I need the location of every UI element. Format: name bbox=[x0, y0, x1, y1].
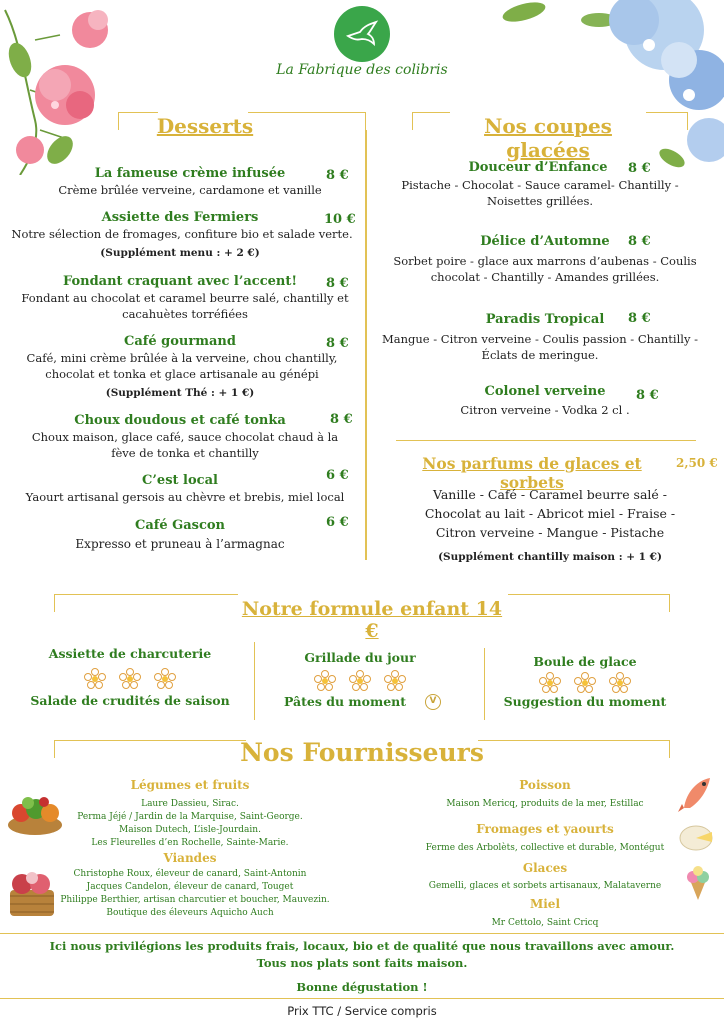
enfant-divider-2 bbox=[484, 648, 485, 720]
coupe-price: 8 € bbox=[628, 234, 651, 249]
supplier-line: Maison Dutech, L’isle-Jourdain. bbox=[119, 825, 261, 835]
supplier-line: Christophe Roux, éleveur de canard, Saint-Antonin bbox=[73, 869, 307, 879]
daisy-icon bbox=[574, 672, 596, 694]
dessert-price: 10 € bbox=[324, 212, 356, 227]
daisy-row bbox=[260, 670, 460, 696]
daisy-icon bbox=[154, 668, 176, 690]
dessert-price: 8 € bbox=[330, 412, 353, 427]
dessert-price: 8 € bbox=[326, 276, 349, 291]
dessert-desc: Notre sélection de fromages, confiture bio et salade verte. bbox=[11, 227, 353, 241]
supplier-line: Boutique des éleveurs Aquicho Auch bbox=[106, 908, 274, 918]
dessert-price: 6 € bbox=[326, 468, 349, 483]
dessert-price: 8 € bbox=[326, 168, 349, 183]
dessert-desc: Choux maison, glace café, sauce chocolat chaud à la fève de tonka et chantilly bbox=[31, 430, 339, 460]
supplier-category: Fromages et yaourts bbox=[476, 822, 614, 836]
footer-line-3: Bonne dégustation ! bbox=[296, 980, 428, 994]
coupe-name: Colonel verveine bbox=[484, 384, 606, 399]
supplier-line: Perma Jéjé / Jardin de la Marquise, Saint-George. bbox=[77, 812, 303, 822]
desserts-frame-right bbox=[248, 112, 366, 130]
dessert-name: Café Gascon bbox=[134, 518, 226, 533]
hummingbird-icon bbox=[334, 6, 390, 62]
dessert-name: Assiette des Fermiers bbox=[101, 210, 259, 225]
daisy-icon bbox=[314, 670, 336, 692]
coupes-divider bbox=[366, 130, 367, 560]
parfums-note: (Supplément chantilly maison : + 1 €) bbox=[438, 551, 662, 563]
supplier-category: Miel bbox=[529, 897, 561, 911]
kids-bottom: Pâtes du moment bbox=[283, 694, 407, 709]
kids-bottom: Salade de crudités de saison bbox=[30, 693, 230, 708]
supplier-category: Glaces bbox=[522, 861, 568, 875]
daisy-row bbox=[30, 668, 230, 694]
desserts-title: Desserts bbox=[156, 114, 254, 138]
footer-divider-bottom bbox=[0, 998, 724, 999]
footer-line-2: Tous nos plats sont faits maison. bbox=[256, 956, 468, 970]
supplier-line: Jacques Candelon, éleveur de canard, Touget bbox=[86, 882, 294, 892]
vegetarian-icon: V bbox=[425, 694, 441, 710]
parfums-desc: Vanille - Café - Caramel beurre salé - Chocolat au lait - Abricot miel - Fraise - Citron verveine - Mangue - Pistache bbox=[424, 487, 676, 540]
supplier-category: Légumes et fruits bbox=[130, 778, 250, 792]
footer-divider bbox=[0, 933, 724, 934]
dessert-note: (Supplément menu : + 2 €) bbox=[100, 247, 260, 259]
coupe-desc: Sorbet poire - glace aux marrons d’aubenas - Coulis chocolat - Chantilly - Amandes grillées. bbox=[393, 254, 697, 284]
supplier-line: Laure Dassieu, Sirac. bbox=[141, 799, 239, 809]
dessert-name: Fondant craquant avec l’accent! bbox=[62, 274, 298, 289]
dessert-desc: Crème brûlée verveine, cardamone et vanille bbox=[58, 183, 322, 197]
daisy-icon bbox=[539, 672, 561, 694]
supplier-line: Philippe Berthier, artisan charcutier et boucher, Mauvezin. bbox=[60, 895, 330, 905]
daisy-icon bbox=[609, 672, 631, 694]
dessert-name: Café gourmand bbox=[124, 334, 236, 349]
dessert-desc: Fondant au chocolat et caramel beurre salé, chantilly et cacahuètes torréfiées bbox=[21, 291, 349, 321]
brand-name: La Fabrique des colibris bbox=[276, 62, 448, 78]
dessert-note: (Supplément Thé : + 1 €) bbox=[105, 387, 255, 399]
supplier-line: Maison Mericq, produits de la mer, Estillac bbox=[446, 799, 644, 809]
footer-prices: Prix TTC / Service compris bbox=[287, 1004, 437, 1018]
coupe-desc: Citron verveine - Vodka 2 cl . bbox=[460, 403, 630, 417]
enfant-title: Notre formule enfant 14 € bbox=[241, 598, 503, 642]
daisy-icon bbox=[349, 670, 371, 692]
coupes-title: Nos coupes glacées bbox=[484, 114, 612, 162]
daisy-icon bbox=[119, 668, 141, 690]
coupe-name: Paradis Tropical bbox=[485, 312, 605, 327]
coupe-price: 8 € bbox=[628, 311, 651, 326]
parfums-price: 2,50 € bbox=[676, 456, 718, 470]
dessert-name: La fameuse crème infusée bbox=[94, 166, 286, 181]
coupe-name: Douceur d’Enfance bbox=[468, 160, 608, 175]
footer-line-1: Ici nous privilégions les produits frais, locaux, bio et de qualité que nous travaillons avec amour. bbox=[49, 939, 675, 953]
supplier-line: Mr Cettolo, Saint Cricq bbox=[491, 918, 599, 928]
dessert-name: Choux doudous et café tonka bbox=[74, 413, 286, 428]
dessert-desc: Yaourt artisanal gersois au chèvre et brebis, miel local bbox=[25, 490, 345, 504]
coupe-price: 8 € bbox=[628, 161, 651, 176]
meat-basket-icon bbox=[6, 870, 58, 922]
coupe-desc: Mangue - Citron verveine - Coulis passion - Chantilly - Éclats de meringue. bbox=[381, 332, 698, 362]
supplier-category: Poisson bbox=[519, 778, 571, 792]
vegetable-basket-icon bbox=[6, 795, 64, 837]
fournisseurs-title: Nos Fournisseurs bbox=[240, 738, 484, 767]
parfums-title: Nos parfums de glaces et sorbets bbox=[422, 454, 642, 492]
pink-flowers-decoration bbox=[0, 0, 115, 175]
dessert-name: C’est local bbox=[142, 473, 218, 488]
daisy-icon bbox=[84, 668, 106, 690]
kids-top: Assiette de charcuterie bbox=[48, 646, 212, 661]
dessert-price: 8 € bbox=[326, 336, 349, 351]
supplier-line: Ferme des Arbolèts, collective et durable, Montégut bbox=[425, 843, 665, 853]
coupe-desc: Pistache - Chocolat - Sauce caramel- Chantilly - Noisettes grillées. bbox=[401, 178, 679, 208]
coupe-price: 8 € bbox=[636, 388, 659, 403]
kids-top: Grillade du jour bbox=[304, 650, 416, 665]
dessert-price: 6 € bbox=[326, 515, 349, 530]
kids-bottom: Suggestion du moment bbox=[503, 694, 667, 709]
dessert-desc: Expresso et pruneau à l’armagnac bbox=[75, 537, 285, 551]
supplier-line: Gemelli, glaces et sorbets artisanaux, Malataverne bbox=[428, 881, 662, 891]
brand-logo bbox=[334, 6, 390, 62]
daisy-icon bbox=[384, 670, 406, 692]
kids-top: Boule de glace bbox=[533, 654, 637, 669]
dessert-desc: Café, mini crème brûlée à la verveine, chou chantilly, chocolat et tonka et glace artisanale au génépi bbox=[26, 351, 338, 381]
parfums-divider bbox=[396, 440, 696, 441]
supplier-category: Viandes bbox=[163, 851, 217, 865]
coupe-name: Délice d’Automne bbox=[480, 234, 610, 249]
enfant-divider-1 bbox=[254, 642, 255, 720]
supplier-line: Les Fleurelles d’en Rochelle, Sainte-Marie. bbox=[91, 838, 289, 848]
